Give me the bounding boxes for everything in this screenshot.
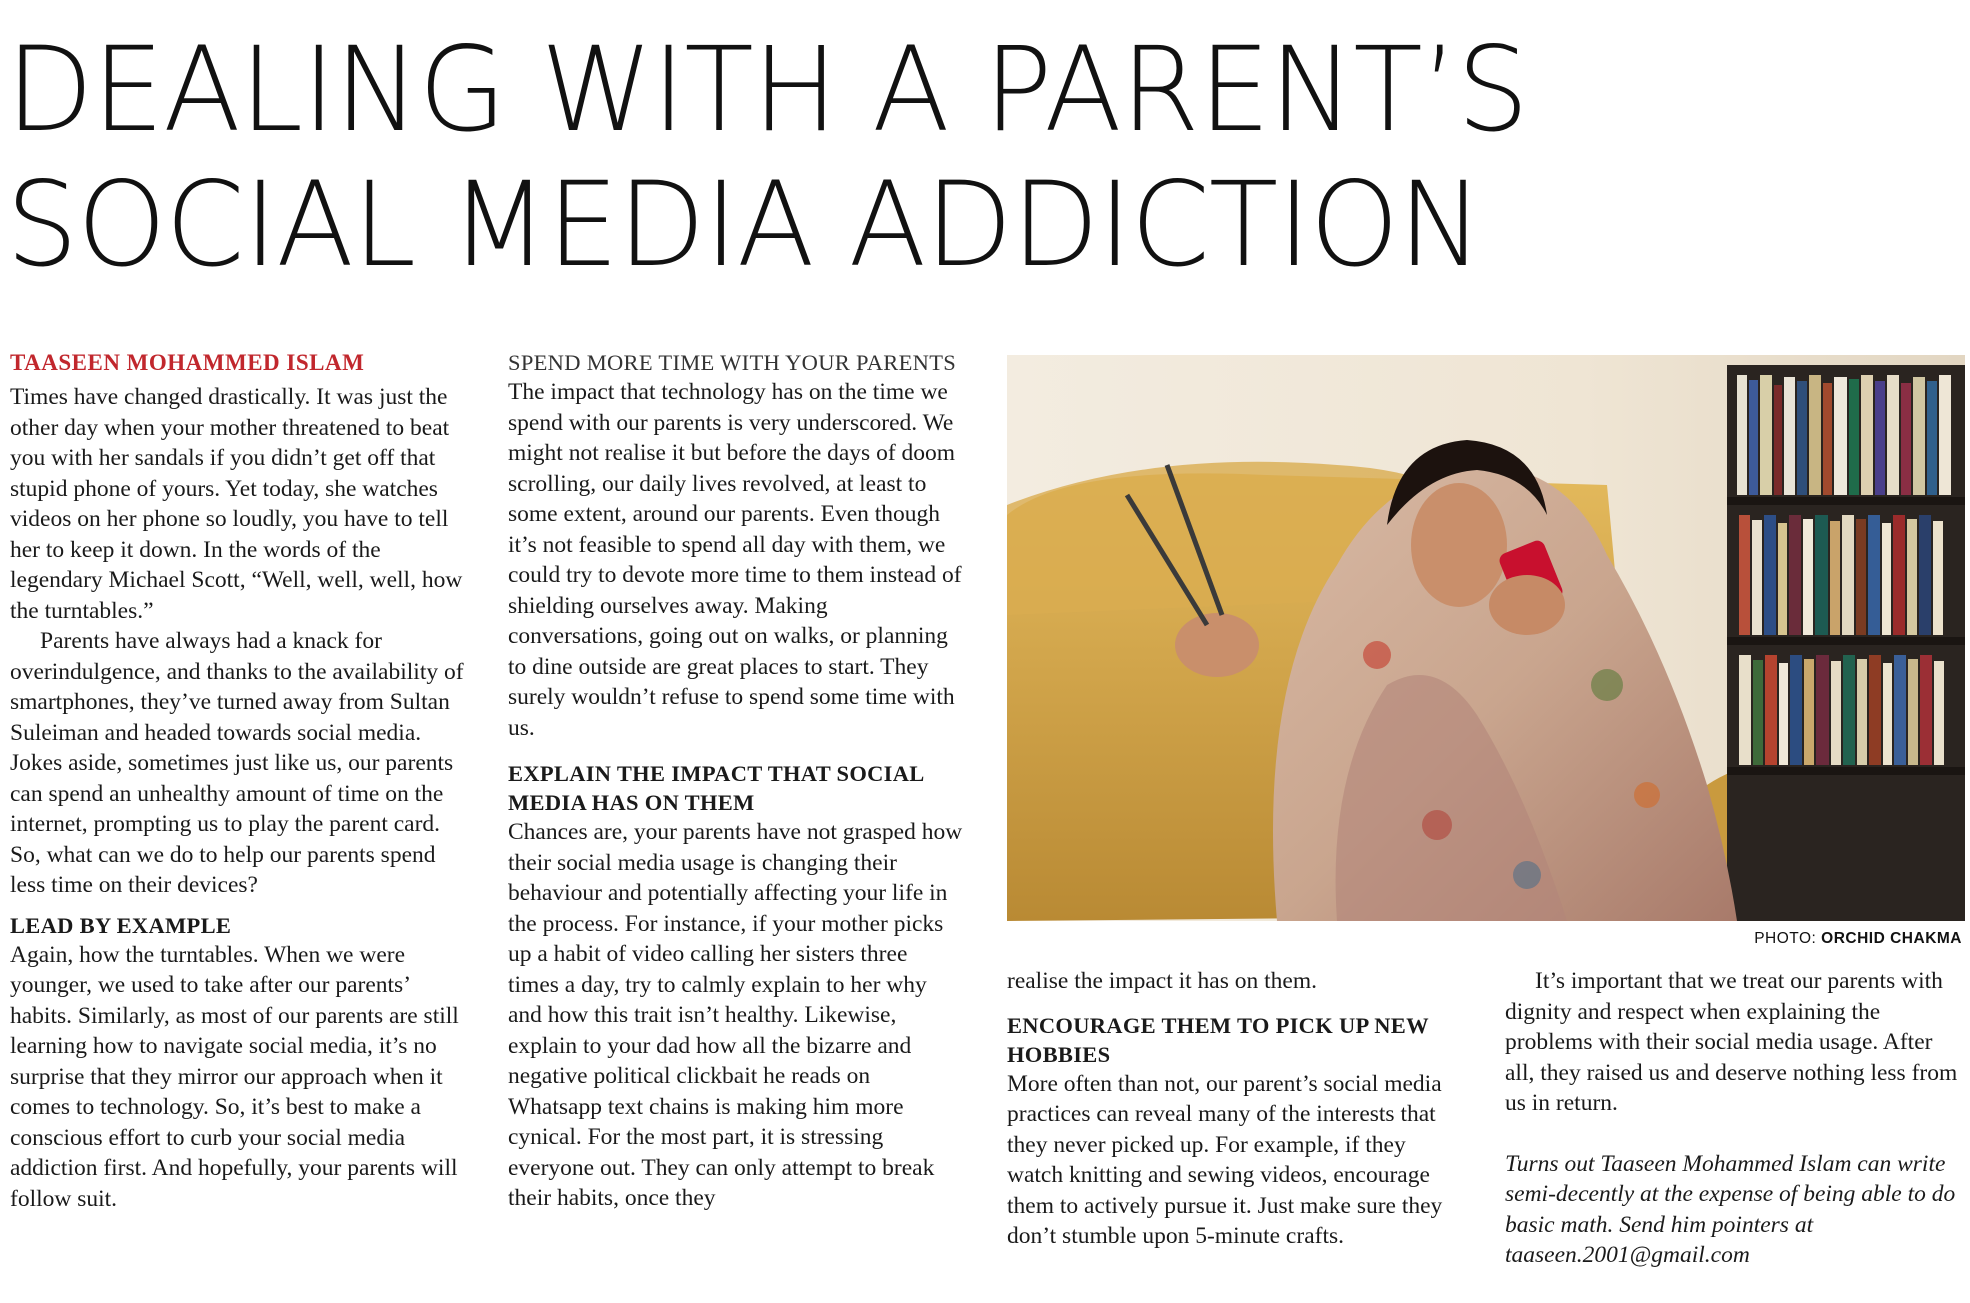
paragraph: Chances are, your parents have not grasped how their social media usage is changing their behaviour and potentially affecting your life in the process. For instance, if your mother picks up a habit of video calling her sisters three times a day, try to calmly explain to her why and how this trait isn’t healthy. Likewise, explain to your dad how all the bizarre and negative political clickbait he reads on Whatsapp text chains is making him more cynical. For the most part, it is stressing everyone out. They can only attempt to break their habits, once they (508, 819, 963, 1211)
photo-illustration (1007, 355, 1965, 921)
paragraph: Again, how the turntables. When we were younger, we used to take after our parents’ habits. Similarly, as most of our parents are still learning how to navigate social media, it’s no surprise that they mirror our approach when it comes to technology. So, it’s best to make a conscious effort to curb your social media addiction first. And hopefully, your parents will follow suit. (10, 941, 459, 1212)
paragraph: realise the impact it has on them. (1007, 968, 1317, 994)
section-heading: SPEND MORE TIME WITH YOUR PARENTS (508, 350, 957, 375)
section-heading: LEAD BY EXAMPLE (10, 912, 232, 938)
section-heading: EXPLAIN THE IMPACT THAT SOCIAL MEDIA HAS ON THEM (508, 761, 924, 815)
article-column-1 (10, 348, 465, 1214)
photo-credit-prefix: PHOTO: (1754, 930, 1817, 947)
paragraph: The impact that technology has on the time we spend with our parents is very underscored. We might not realise it but before the days of doom scrolling, our daily lives revolved, at least to some extent, around our parents. Even though it’s not feasible to spend all day with them, we could try to devote more time to them instead of shielding ourselves away. Making conversations, going out on walks, or planning to dine outside are great places to start. They surely wouldn’t refuse to spend some time with us. (508, 379, 962, 741)
headline (6, 22, 1907, 292)
paragraph: Parents have always had a knack for overindulgence, and thanks to the availability of smartphones, they’ve turned away from Sultan Suleiman and headed towards social media. Jokes aside, sometimes just like us, our parents can spend an unhealthy amount of time on the internet, prompting us to play the parent card. So, what can we do to help our parents spend less time on their devices? (10, 628, 464, 898)
article-column-3 (1007, 966, 1462, 1252)
photo-credit-name: ORCHID CHAKMA (1821, 930, 1962, 947)
paragraph: Times have changed drastically. It was just the other day when your mother threatened to beat you with her sandals if you didn’t get off that stupid phone of yours. Yet today, she watches videos on her phone so loudly, you have to tell her to keep it down. In the words of the legendary Michael Scott, “Well, well, well, how the turntables.” (10, 384, 463, 624)
photo-credit (1754, 930, 1962, 948)
paragraph: It’s important that we treat our parents with dignity and respect when explaining the problems with their social media usage. After all, they raised us and deserve nothing less from us in return. (1505, 968, 1958, 1116)
headline-line-2: SOCIAL MEDIA ADDICTION (6, 156, 1483, 293)
headline-line-1: DEALING WITH A PARENT’S (6, 21, 1528, 158)
section-heading: ENCOURAGE THEM TO PICK UP NEW HOBBIES (1007, 1012, 1429, 1067)
author-bio: Turns out Taaseen Mohammed Islam can write semi-decently at the expense of being able to do basic math. Send him pointers at taaseen.2001@gmail.com (1505, 1150, 1956, 1268)
byline: TAASEEN MOHAMMED ISLAM (10, 350, 365, 375)
paragraph: More often than not, our parent’s social media practices can reveal many of the interests that they never picked up. For example, if they watch knitting and sewing videos, encourage them to actively pursue it. Just make sure they don’t stumble upon 5-minute crafts. (1007, 1070, 1443, 1249)
article-photo (1007, 355, 1965, 921)
article-column-4 (1505, 966, 1960, 1271)
article-column-2 (508, 348, 963, 1214)
